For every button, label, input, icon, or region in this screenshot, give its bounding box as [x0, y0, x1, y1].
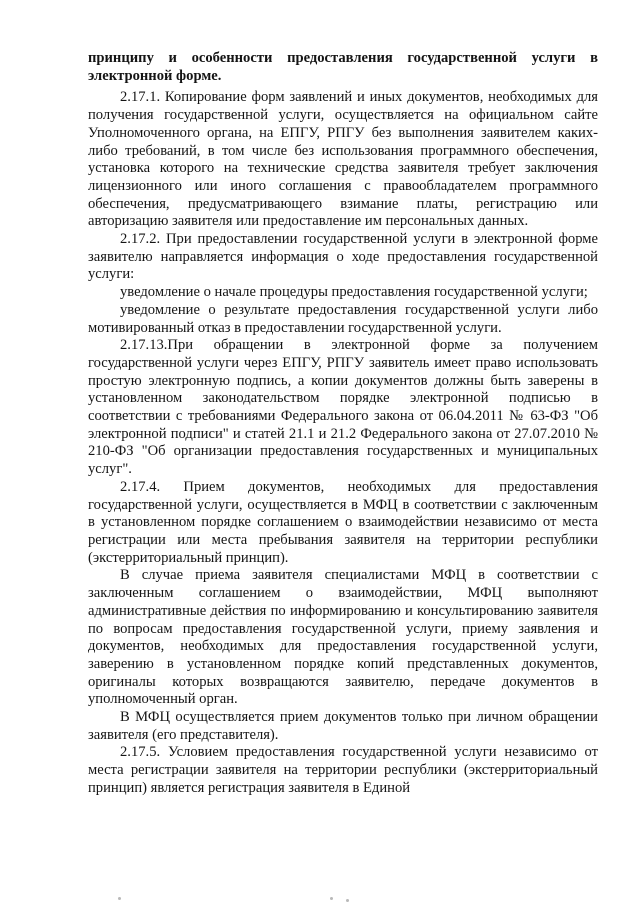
paragraph-2-17-4: 2.17.4. Прием документов, необходимых для предоставления государственной услуги, осуществляется в МФЦ в соответствии с заключенным в установленном порядке соглашением о взаимодействии независимо от места регистрации или места пребывания заявителя на территории республики (экстерриториальный принцип).	[88, 478, 598, 566]
paragraph-2-17-1: 2.17.1. Копирование форм заявлений и иных документов, необходимых для получения государственной услуги, осуществляется на официальном сайте Уполномоченного органа, на ЕПГУ, РПГУ без выполнения заявителем каких-либо требований, в том числе без использования программного обеспечения, установка которого на технические средства заявителя требует заключения лицензионного или иного соглашения с правообладателем программного обеспечения, предусматривающего взимание платы, регистрацию или авторизацию заявителя или предоставление им персональных данных.	[88, 89, 598, 230]
paragraph-mfc-reception: В случае приема заявителя специалистами МФЦ в соответствии с заключенным соглашением о взаимодействии, МФЦ выполняют административные действия по информированию и консультированию заявителя по вопросам предоставления государственной услуги, приему заявления и документов, необходимых для предоставления государственной услуги, заверению в установленном порядке копий представленных документов, оригиналы которых возвращаются заявителю, передаче документов в уполномоченный орган.	[88, 567, 598, 708]
scan-speck	[346, 899, 349, 902]
scan-speck	[118, 897, 121, 900]
section-heading: принципу и особенности предоставления государственной услуги в электронной форме.	[88, 50, 598, 84]
paragraph-mfc-personal: В МФЦ осуществляется прием документов только при личном обращении заявителя (его представителя).	[88, 709, 598, 743]
paragraph-2-17-5: 2.17.5. Условием предоставления государственной услуги независимо от места регистрации заявителя на территории республики (экстерриториальный принцип) является регистрация заявителя в Единой	[88, 744, 598, 796]
scan-speck	[330, 897, 333, 900]
paragraph-2-17-13: 2.17.13.При обращении в электронной форме за получением государственной услуги через ЕПГУ, РПГУ заявитель имеет право использовать простую электронную подпись, а копии документов должны быть заверены в установленном законодательством порядке электронной подписью в соответствии с требованиями Федерального закона от 06.04.2011 № 63-ФЗ "Об электронной подписи" и статей 21.1 и 21.2 Федерального закона от 27.07.2010 № 210-ФЗ "Об организации предоставления государственных и муниципальных услуг".	[88, 337, 598, 478]
paragraph-notice-start: уведомление о начале процедуры предоставления государственной услуги;	[120, 284, 588, 301]
document-page	[88, 50, 598, 798]
paragraph-2-17-2: 2.17.2. При предоставлении государственной услуги в электронной форме заявителю направляется информация о ходе предоставления государственной услуги:	[88, 231, 598, 283]
paragraph-notice-result: уведомление о результате предоставления государственной услуги либо мотивированный отказ в предоставлении государственной услуги.	[88, 301, 598, 336]
